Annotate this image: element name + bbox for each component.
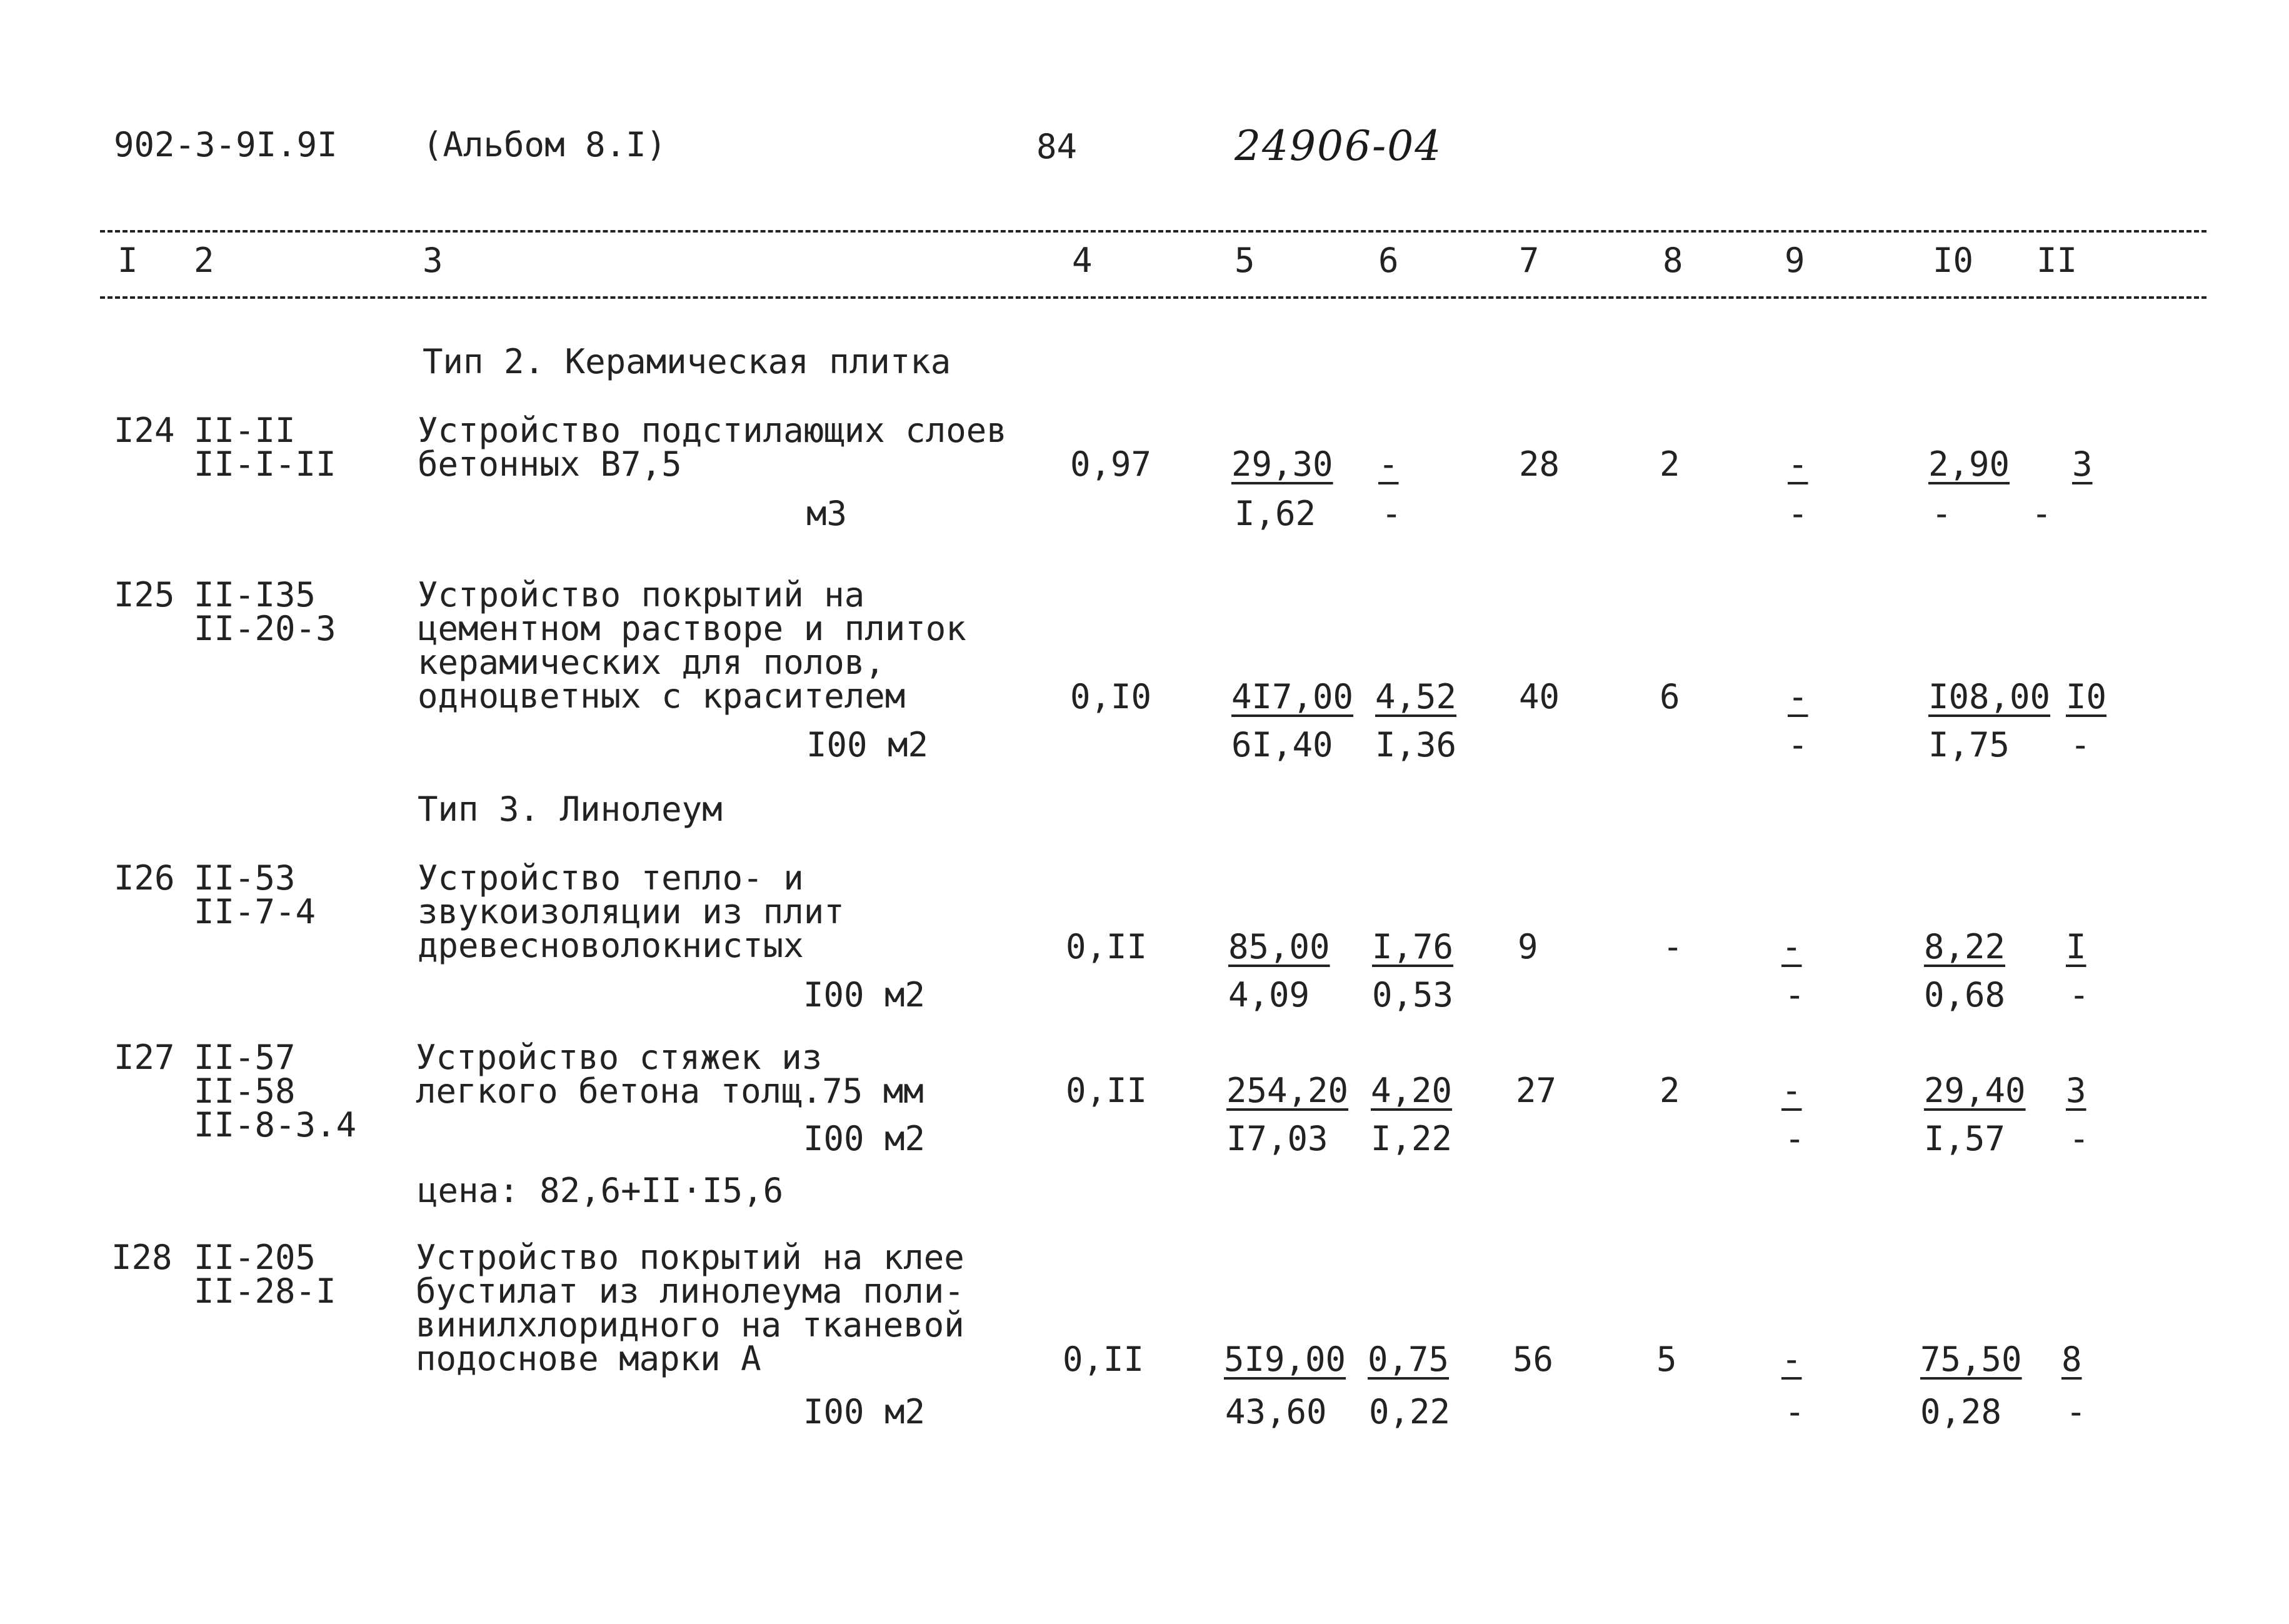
price-note: цена: 82,6+II·I5,6 [418, 1171, 784, 1210]
cell-col7: 40 [1519, 677, 1560, 716]
cell-col4: 0,II [1066, 927, 1148, 966]
description-line: древесноволокнистых [418, 926, 804, 965]
cell-col5-top: 85,00 [1228, 927, 1330, 966]
cell-col10-top: 2,90 [1928, 444, 2010, 484]
cell-col6-bottom: 0,53 [1372, 975, 1454, 1015]
cell-col10-top: I08,00 [1928, 677, 2051, 716]
row-codes [194, 1038, 357, 1145]
cell-col10-bottom: I,75 [1928, 725, 2010, 764]
handwritten-inventory-number: 24906-04 [1235, 122, 1443, 170]
cell-col7: 56 [1513, 1340, 1554, 1379]
row-code: II-28-I [194, 1271, 336, 1311]
description-line: звукоизоляции из плит [418, 892, 844, 931]
cell-col9-bottom: - [1788, 725, 1808, 764]
row-code: II-58 [194, 1071, 296, 1111]
cell-col11-bottom: - [2070, 725, 2091, 764]
row-description [418, 575, 966, 716]
description-line: одноцветных с красителем [418, 676, 906, 716]
row-code: II-I-II [194, 444, 336, 484]
column-header-11: II [2036, 241, 2078, 280]
description-line: легкого бетона толщ.75 мм [416, 1071, 924, 1111]
cell-col10-bottom: 0,68 [1924, 975, 2006, 1015]
cell-col11-top: 8 [2061, 1340, 2082, 1379]
row-unit: I00 м2 [803, 975, 926, 1015]
row-codes [194, 411, 336, 484]
cell-col10-bottom: 0,28 [1920, 1392, 2002, 1431]
column-header-1: I [118, 241, 138, 280]
cell-col9-bottom: - [1785, 975, 1805, 1015]
row-description [418, 858, 844, 965]
cell-col10-bottom: I,57 [1924, 1119, 2006, 1158]
header-top-rule [100, 230, 2206, 233]
description-line: бетонных В7,5 [418, 444, 682, 484]
row-number: I24 [114, 411, 175, 450]
row-number: I26 [114, 858, 175, 898]
cell-col11-top: I [2066, 927, 2086, 966]
cell-col11-top: 3 [2066, 1071, 2086, 1110]
cell-col8: 2 [1660, 444, 1680, 484]
cell-col5-top: 4I7,00 [1231, 677, 1354, 716]
description-line: Устройство покрытий на клее [416, 1238, 964, 1277]
column-header-4: 4 [1072, 241, 1093, 280]
cell-col5-bottom: I7,03 [1226, 1119, 1328, 1158]
cell-col8: 6 [1660, 677, 1680, 716]
cell-col6-top: 4,52 [1375, 677, 1457, 716]
cell-col5-bottom: I,62 [1235, 494, 1316, 533]
column-header-9: 9 [1785, 241, 1805, 280]
cell-col5-bottom: 4,09 [1228, 975, 1310, 1015]
cell-col11-bottom: - [2069, 1119, 2090, 1158]
row-codes [194, 1238, 336, 1311]
cell-col10-top: 8,22 [1924, 927, 2006, 966]
cell-col6-bottom: - [1381, 494, 1402, 533]
header-bottom-rule [100, 296, 2206, 299]
row-code: II-205 [194, 1238, 316, 1277]
description-line: цементном растворе и плиток [418, 609, 966, 648]
row-code: II-20-3 [194, 609, 336, 648]
row-number: I27 [114, 1038, 175, 1077]
cell-col10-bottom: - [1931, 494, 1952, 533]
cell-col11-bottom: - [2069, 975, 2090, 1015]
cell-col7: 9 [1518, 927, 1538, 966]
cell-col6-top: I,76 [1372, 927, 1454, 966]
column-header-6: 6 [1378, 241, 1399, 280]
cell-col8: - [1663, 927, 1683, 966]
cell-col4: 0,II [1066, 1071, 1148, 1110]
row-description [416, 1038, 924, 1111]
row-code: II-7-4 [194, 892, 316, 931]
cell-col9-bottom: - [1785, 1392, 1805, 1431]
cell-col6-bottom: I,36 [1375, 725, 1457, 764]
description-line: винилхлоридного на тканевой [416, 1305, 964, 1345]
column-header-5: 5 [1235, 241, 1255, 280]
cell-col4: 0,97 [1070, 444, 1152, 484]
cell-col11-bottom: - [2031, 494, 2052, 533]
cell-col9-bottom: - [1785, 1119, 1805, 1158]
row-unit: I00 м2 [803, 1119, 926, 1158]
cell-col7: 27 [1516, 1071, 1557, 1110]
row-unit: м3 [806, 494, 848, 533]
cell-col5-bottom: 6I,40 [1231, 725, 1333, 764]
cell-col8: 5 [1656, 1340, 1677, 1379]
cell-col5-top: 29,30 [1231, 444, 1333, 484]
cell-col6-top: - [1378, 444, 1399, 484]
row-codes [194, 575, 336, 648]
row-code: II-57 [194, 1038, 296, 1077]
column-header-7: 7 [1519, 241, 1540, 280]
cell-col7: 28 [1519, 444, 1560, 484]
document-code: 902-3-9I.9I [114, 125, 338, 164]
cell-col4: 0,I0 [1070, 677, 1152, 716]
description-line: Устройство тепло- и [418, 858, 804, 898]
cell-col6-top: 0,75 [1368, 1340, 1450, 1379]
section-heading-type2: Тип 2. Керамическая плитка [423, 342, 951, 381]
cell-col9-top: - [1781, 1340, 1802, 1379]
cell-col9-top: - [1781, 927, 1802, 966]
row-codes [194, 858, 316, 931]
row-unit: I00 м2 [806, 725, 929, 764]
cell-col4: 0,II [1063, 1340, 1144, 1379]
row-code: II-8-3.4 [194, 1105, 357, 1145]
column-header-10: I0 [1933, 241, 1974, 280]
row-code: II-II [194, 411, 296, 450]
description-line: керамических для полов, [418, 643, 885, 682]
column-header-8: 8 [1663, 241, 1683, 280]
cell-col11-top: 3 [2072, 444, 2093, 484]
cell-col9-top: - [1788, 444, 1808, 484]
description-line: Устройство стяжек из [416, 1038, 823, 1077]
row-number: I25 [114, 575, 175, 614]
row-code: II-53 [194, 858, 296, 898]
row-unit: I00 м2 [803, 1392, 926, 1431]
description-line: бустилат из линолеума поли- [416, 1271, 964, 1311]
cell-col11-top: I0 [2066, 677, 2107, 716]
description-line: Устройство подстилающих слоев [418, 411, 1007, 450]
page-number: 84 [1036, 127, 1078, 166]
row-code: II-I35 [194, 575, 316, 614]
column-header-2: 2 [194, 241, 214, 280]
cell-col5-top: 5I9,00 [1224, 1340, 1346, 1379]
cell-col5-top: 254,20 [1226, 1071, 1349, 1110]
cell-col9-top: - [1781, 1071, 1802, 1110]
row-description [416, 1238, 964, 1378]
album-label: (Альбом 8.I) [423, 125, 667, 164]
cell-col9-bottom: - [1788, 494, 1808, 533]
cell-col8: 2 [1660, 1071, 1680, 1110]
description-line: подоснове марки А [416, 1339, 761, 1378]
cell-col10-top: 29,40 [1924, 1071, 2026, 1110]
column-header-3: 3 [423, 241, 443, 280]
cell-col9-top: - [1788, 677, 1808, 716]
cell-col6-bottom: 0,22 [1369, 1392, 1451, 1431]
description-line: Устройство покрытий на [418, 575, 865, 614]
row-description [418, 411, 1007, 484]
cell-col5-bottom: 43,60 [1225, 1392, 1327, 1431]
cell-col6-top: 4,20 [1371, 1071, 1453, 1110]
cell-col6-bottom: I,22 [1371, 1119, 1453, 1158]
cell-col11-bottom: - [2066, 1392, 2086, 1431]
section-heading-type3: Тип 3. Линолеум [418, 789, 723, 829]
cell-col10-top: 75,50 [1920, 1340, 2022, 1379]
row-number: I28 [111, 1238, 173, 1277]
